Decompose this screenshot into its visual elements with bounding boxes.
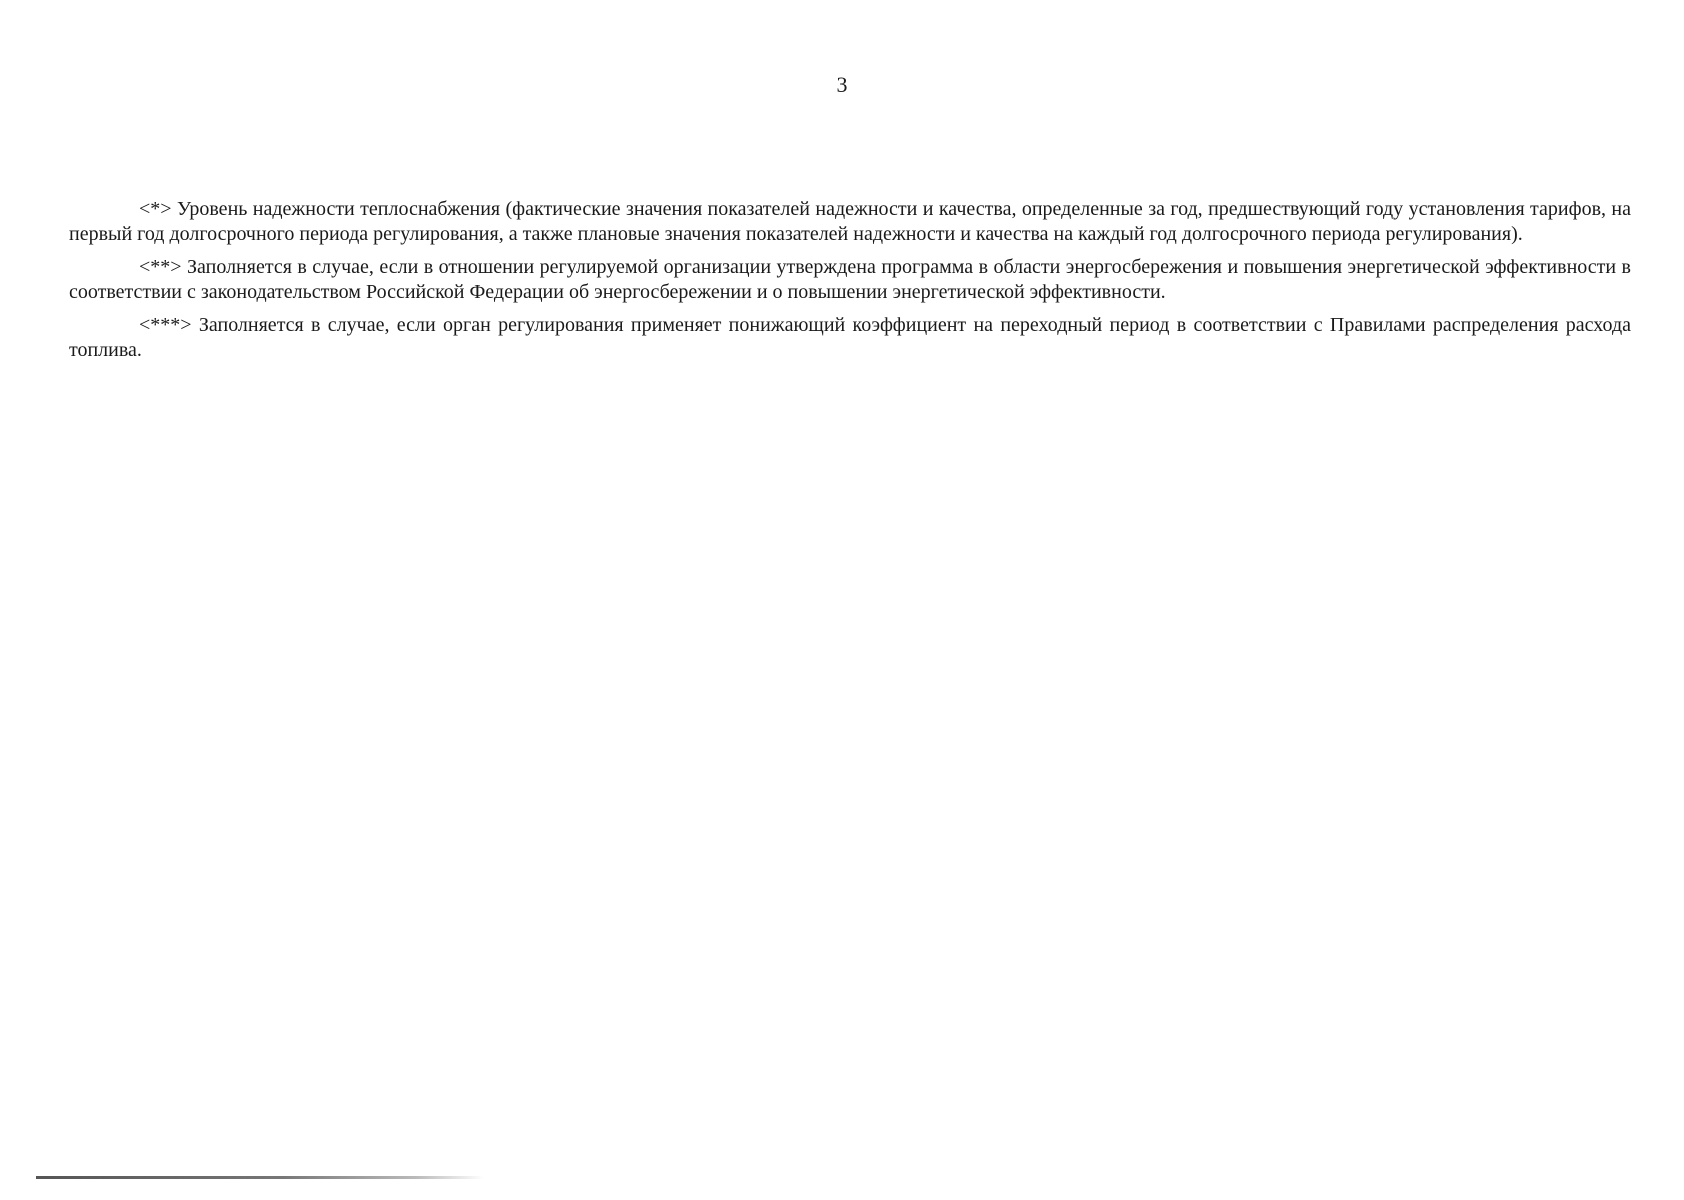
footnotes-section xyxy=(69,197,1631,371)
scan-artifact-line xyxy=(36,1176,484,1179)
footnote-reliability: <*> Уровень надежности теплоснабжения (фактические значения показателей надежности и качества, определенные за год, предшествующий году установления тарифов, на первый год долгосрочного периода регулирования, а также плановые значения показателей надежности и качества на каждый год долгосрочного периода регулирования). xyxy=(69,198,1631,245)
footnote-energy-saving: <**> Заполняется в случае, если в отношении регулируемой организации утверждена программа в области энергосбережения и повышения энергетической эффективности в соответствии с законодательством Российской Федерации об энергосбережении и о повышении энергетической эффективности. xyxy=(69,256,1631,303)
footnote-reduction-coefficient: <***> Заполняется в случае, если орган регулирования применяет понижающий коэффициент на переходный период в соответствии с Правилами распределения расхода топлива. xyxy=(69,314,1631,361)
page-number: 3 xyxy=(836,72,848,97)
